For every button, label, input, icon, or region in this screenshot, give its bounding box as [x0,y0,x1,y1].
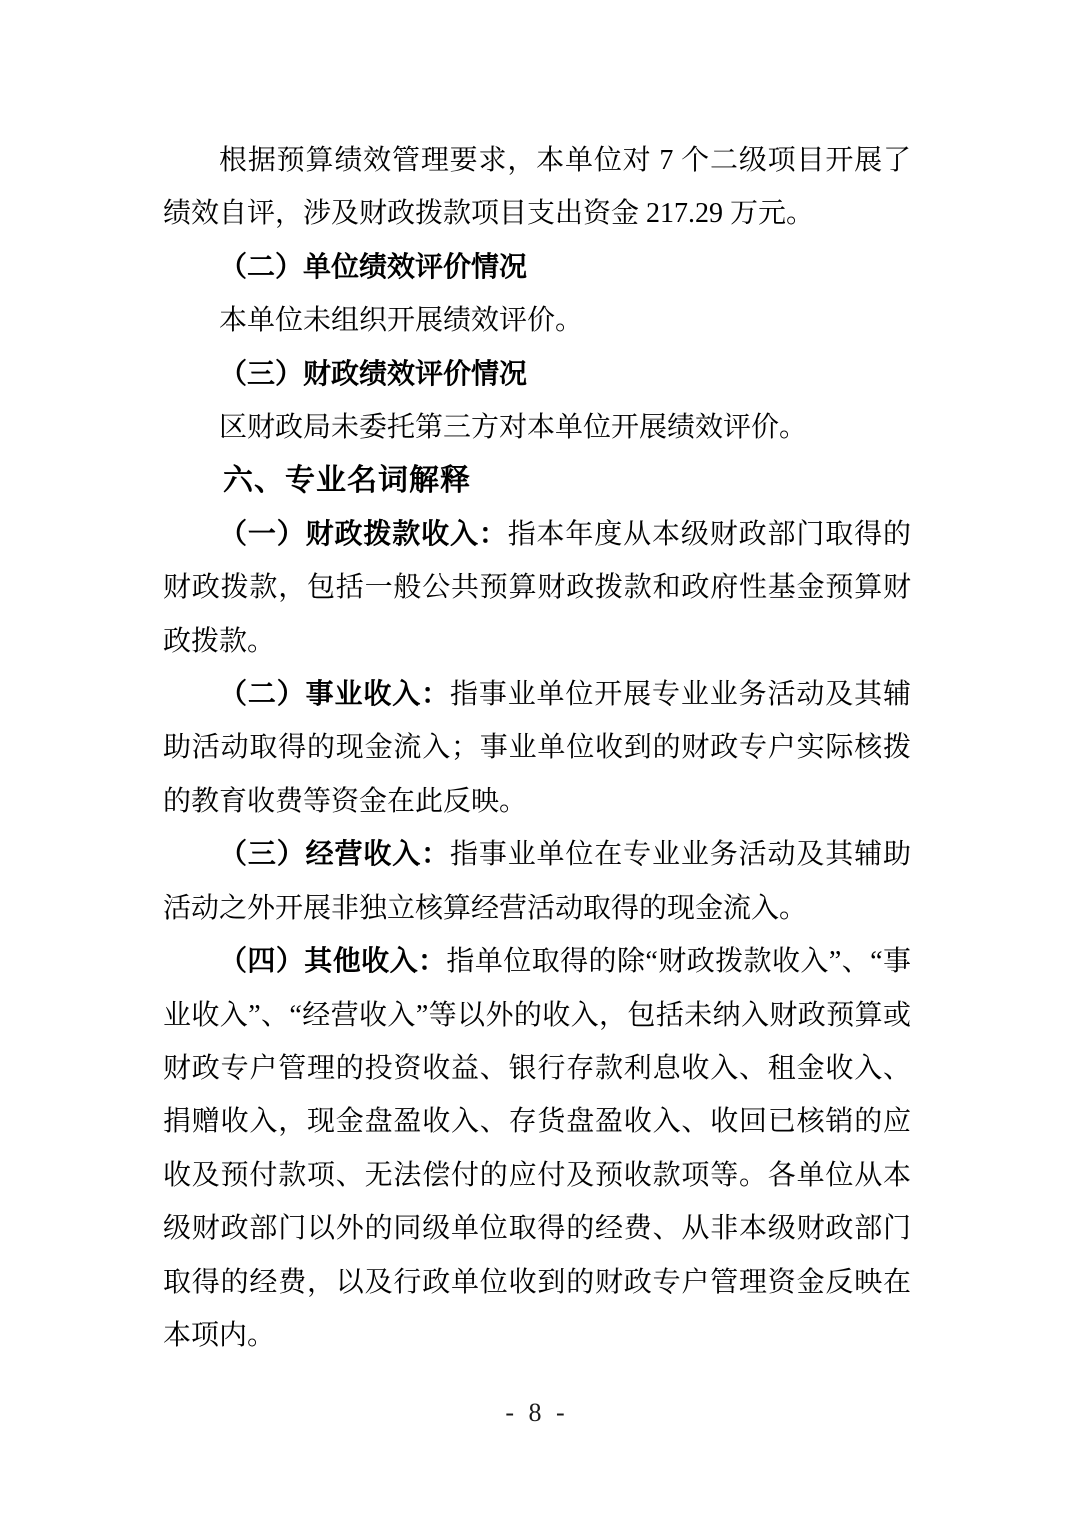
heading-unit-performance-evaluation: （二）单位绩效评价情况 [219,251,528,283]
heading-terminology-section: 六、专业名词解释 [223,464,471,498]
term-business-income [163,828,911,935]
term-fiscal-appropriation-income-label: （一）财政拨款收入： [219,518,508,550]
term-other-income-label: （四）其他收入： [219,946,447,978]
term-operational-income-label: （二）事业收入： [219,679,450,711]
term-operational-income-definition: 指事业单位开展专业业务活动及其辅助活动取得的现金流入；事业单位收到的财政专户实际核拨的教育收费等资金在此反映。 [163,679,911,817]
paragraph-performance-self-evaluation: 根据预算绩效管理要求，本单位对 7 个二级项目开展了绩效自评，涉及财政拨款项目支出资金 217.29 万元。 [163,145,911,230]
term-business-income-label: （三）经营收入： [219,839,450,871]
document-body [163,134,911,1362]
paragraph-fiscal-performance-evaluation: 区财政局未委托第三方对本单位开展绩效评价。 [219,412,808,444]
term-other-income-definition: 指单位取得的除“财政拨款收入”、“事业收入”、“经营收入”等以外的收入，包括未纳入财政预算或财政专户管理的投资收益、银行存款利息收入、租金收入、捐赠收入，现金盘盈收入、存货盘盈收入、收回已核销的应收及预付款项、无法偿付的应付及预收款项等。各单位从本级财政部门以外的同级单位取得的经费、从非本级财政部门取得的经费，以及行政单位收到的财政专户管理资金反映在本项内。 [163,946,911,1351]
term-business-income-definition: 指事业单位在专业业务活动及其辅助活动之外开展非独立核算经营活动取得的现金流入。 [163,839,911,924]
term-fiscal-appropriation-income-definition: 指本年度从本级财政部门取得的财政拨款，包括一般公共预算财政拨款和政府性基金预算财政拨款。 [163,518,911,657]
term-fiscal-appropriation-income [163,508,911,668]
term-operational-income [163,668,911,828]
heading-fiscal-performance-evaluation: （三）财政绩效评价情况 [219,358,528,390]
term-other-income [163,935,911,1362]
paragraph-unit-performance-evaluation: 本单位未组织开展绩效评价。 [219,305,584,337]
page-number: - 8 - [505,1398,569,1427]
